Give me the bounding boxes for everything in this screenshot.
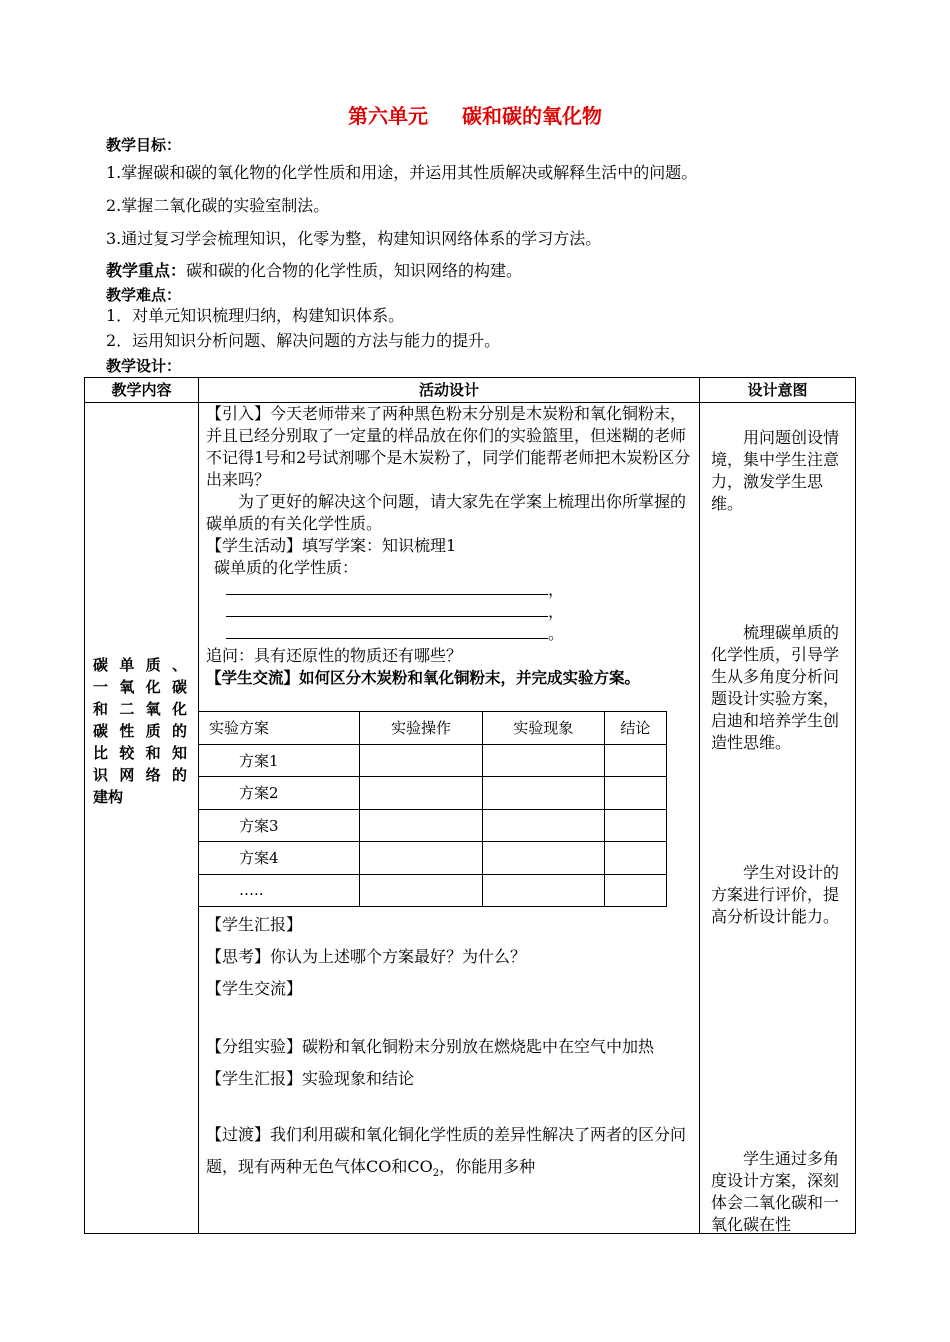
design-heading: 教学设计：	[106, 357, 182, 375]
content-line: 碳 单 质 、	[93, 656, 187, 674]
activity-cell	[206, 403, 691, 689]
blank-line	[206, 601, 691, 623]
blank-end: 。	[548, 624, 565, 643]
title-topic: 碳和碳的氧化物	[462, 104, 602, 128]
teaching-content-cell	[93, 654, 187, 808]
student-exchange: 【学生交流】如何区分木炭粉和氧化铜粉末，并完成实验方案。	[206, 669, 641, 687]
student-report: 【学生汇报】	[206, 915, 303, 934]
content-line: 建构	[93, 788, 124, 806]
student-activity: 【学生活动】填写学案：知识梳理1	[206, 536, 457, 555]
exp-row-label: 方案3	[199, 809, 360, 842]
exp-header: 实验方案	[199, 712, 360, 745]
experiment-plan-table	[198, 711, 667, 907]
carbon-properties-label: 碳单质的化学性质：	[214, 558, 359, 577]
exp-header: 实验操作	[360, 712, 482, 745]
intent-text: 学生通过多角度设计方案，深刻体会二氧化碳和一氧化碳在性	[711, 1149, 840, 1234]
intent-text: 梳理碳单质的化学性质，引导学生从多角度分析问题设计实验方案，启迪和培养学生创造性思维。	[711, 623, 840, 752]
transition-end: ，你能用多种	[439, 1157, 536, 1176]
group-experiment: 【分组实验】碳粉和氧化铜粉末分别放在燃烧匙中在空气中加热	[206, 1037, 655, 1056]
difficulty-item: 1．对单元知识梳理归纳，构建知识体系。	[106, 306, 405, 325]
key-points	[106, 260, 522, 282]
key-points-text: 碳和碳的化合物的化学性质，知识网络的构建。	[186, 261, 523, 280]
intent-3	[711, 862, 847, 928]
intent-text: 用问题创设情境，集中学生注意力，激发学生思维。	[711, 428, 840, 513]
content-line: 比 较 和 知	[93, 744, 187, 762]
header-activity: 活动设计	[418, 381, 479, 399]
content-line: 和 二 氧 化	[93, 700, 187, 718]
content-line: 一 氧 化 碳	[93, 678, 187, 696]
page-title	[0, 100, 950, 129]
activity-cell-continued	[206, 909, 691, 1190]
objectives-heading: 教学目标：	[106, 136, 182, 154]
objective-item: 1.掌握碳和碳的氧化物的化学性质和用途，并运用其性质解决或解释生活中的问题。	[106, 163, 698, 182]
exp-row-label: 方案4	[199, 842, 360, 875]
title-unit: 第六单元	[348, 104, 428, 128]
intro-paragraph-2: 为了更好的解决这个问题，请大家先在学案上梳理出你所掌握的碳单质的有关化学性质。	[206, 492, 687, 533]
student-report-2: 【学生汇报】实验现象和结论	[206, 1069, 415, 1088]
teaching-design-table	[84, 377, 856, 1234]
intent-4	[711, 1148, 847, 1236]
objective-item: 3.通过复习学会梳理知识，化零为整，构建知识网络体系的学习方法。	[106, 229, 602, 248]
header-content: 教学内容	[111, 381, 172, 399]
objective-item: 2.掌握二氧化碳的实验室制法。	[106, 196, 330, 215]
content-line: 识 网 络 的	[93, 766, 187, 784]
transition-text: 【过渡】我们利用碳和氧化铜化学性质的差异性解决了两者的区分问题，现有两种无色气体CO和CO	[206, 1125, 687, 1176]
exp-row-label: 方案2	[199, 777, 360, 810]
blank-end: ，	[548, 602, 565, 621]
header-intent: 设计意图	[747, 381, 808, 399]
transition-subscript: 2	[432, 1168, 440, 1180]
difficulty-item: 2．运用知识分析问题、解决问题的方法与能力的提升。	[106, 331, 501, 350]
intro-paragraph: 【引入】今天老师带来了两种黑色粉末分别是木炭粉和氧化铜粉末，并且已经分别取了一定量的样品放在你们的实验篮里，但迷糊的老师不记得1号和2号试剂哪个是木炭粉了，同学们能帮老师把木炭粉区分出来吗？	[206, 404, 691, 489]
blank-end: ，	[548, 580, 565, 599]
exp-header: 结论	[604, 712, 666, 745]
key-points-heading: 教学重点：	[106, 261, 187, 280]
difficulties-heading: 教学难点：	[106, 286, 182, 304]
intent-text: 学生对设计的方案进行评价，提高分析设计能力。	[711, 863, 840, 926]
content-line: 碳 性 质 的	[93, 722, 187, 740]
intent-2	[711, 622, 847, 754]
exp-row-label: 方案1	[199, 744, 360, 777]
blank-line	[206, 623, 691, 645]
intent-1	[711, 427, 847, 515]
student-exchange-2: 【学生交流】	[206, 979, 303, 998]
think-question: 【思考】你认为上述哪个方案最好？为什么？	[206, 947, 527, 966]
exp-header: 实验现象	[482, 712, 604, 745]
followup-question: 追问：具有还原性的物质还有哪些？	[206, 646, 463, 665]
transition	[206, 1119, 691, 1190]
blank-line	[206, 579, 691, 601]
exp-row-label: …..	[199, 874, 360, 907]
